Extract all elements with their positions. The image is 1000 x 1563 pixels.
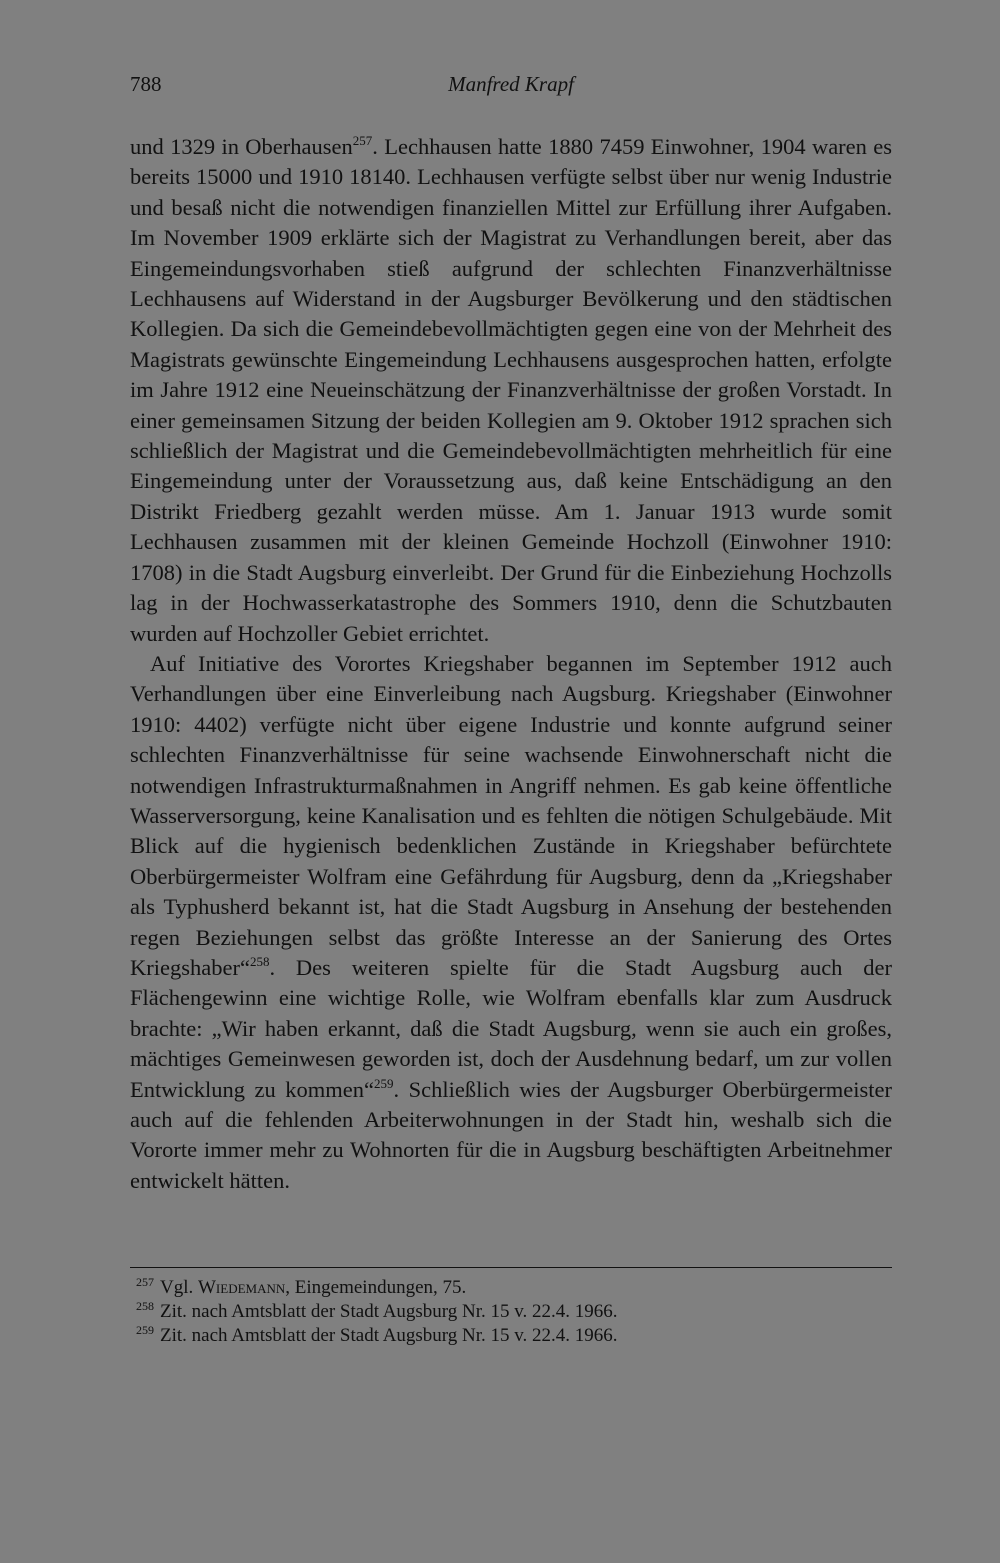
footnote-text: , Eingemeindungen, 75. [285, 1277, 467, 1298]
footnote-259 [136, 1324, 876, 1348]
paragraph-text: . Schließlich wies der Augsburger Oberbürgermeister auch auf die fehlenden Arbeiterwohnungen in der Stadt hin, weshalb sich die Vororte immer mehr zu Wohnorten für die in Augsburg beschäftigten Arbeitnehmer entwickelt hätten. [130, 1076, 892, 1193]
footnote-258 [136, 1300, 876, 1324]
paragraph-text: . Lechhausen hatte 1880 7459 Einwohner, 1904 waren es bereits 15000 und 1910 18140. Lechhausen verfügte selbst über nur wenig Industrie und besaß nicht die notwendigen finanziellen Mittel zur Erfüllung ihrer Aufgaben. Im November 1909 erklärte sich der Magistrat zu Verhandlungen bereit, aber das Eingemeindungsvorhaben stieß aufgrund der schlechten Finanzverhältnisse Lechhausens auf Widerstand in der Augsburger Bevölkerung und den städtischen Kollegien. Da sich die Gemeindebevollmächtigten gegen eine von der Mehrheit des Magistrats gewünschte Eingemeindung Lechhausens ausgesprochen hatten, erfolgte im Jahre 1912 eine Neueinschätzung der Finanzverhältnisse der großen Vorstadt. In einer gemeinsamen Sitzung der beiden Kollegien am 9. Oktober 1912 sprachen sich schließlich der Magistrat und die Gemeindebevollmächtigten mehrheitlich für eine Eingemeindung unter der Voraussetzung aus, daß keine Entschädigung an den Distrikt Friedberg gezahlt werden müsse. Am 1. Januar 1913 wurde somit Lechhausen zusammen mit der kleinen Gemeinde Hochzoll (Einwohner 1910: 1708) in die Stadt Augsburg einverleibt. Der Grund für die Einbeziehung Hochzolls lag in der Hochwasserkatastrophe des Sommers 1910, denn die Schutzbauten wurden auf Hochzoller Gebiet errichtet. [130, 134, 893, 646]
paragraph-text: Auf Initiative des Vorortes Kriegshaber begannen im September 1912 auch Verhandlungen über eine Einverleibung nach Augsburg. Kriegshaber (Einwohner 1910: 4402) verfügte nicht über eigene Industrie und konnte aufgrund seiner schlechten Finanzverhältnisse für seine wachsende Einwohnerschaft nicht die notwendigen Infrastrukturmaßnahmen in Angriff nehmen. Es gab keine öffentliche Wasserversorgung, keine Kanalisation und es fehlten die nötigen Schulgebäude. Mit Blick auf die hygienisch bedenklichen Zustände in Kriegshaber befürchtete Oberbürgermeister Wolfram eine Gefährdung für Augsburg, denn da „Kriegshaber als Typhusherd bekannt ist, hat die Stadt Augsburg in Ansehung der bestehenden regen Beziehungen selbst das größte Interesse an der Sanierung des Ortes Kriegshaber“ [130, 650, 892, 980]
footnote-reference: 257 [352, 133, 373, 148]
paragraph-text: und 1329 in Oberhausen [130, 134, 353, 159]
footnote-author: Wiedemann [198, 1277, 286, 1298]
paragraph-1 [130, 132, 892, 649]
footnote-number: 259 [136, 1323, 154, 1337]
footnote-257 [136, 1276, 876, 1300]
paragraph-text: . Des weiteren spielte für die Stadt Augsburg auch der Flächengewinn eine wichtige Rolle, wie Wolfram ebenfalls klar zum Ausdruck brachte: „Wir haben erkannt, daß die Stadt Augsburg, wenn sie auch ein großes, mächtiges Gemeinwesen geworden ist, doch der Ausdehnung bedarf, um zur vollen Entwicklung zu kommen“ [130, 954, 892, 1102]
footnote-text: Vgl. [160, 1277, 198, 1298]
body-text [130, 132, 892, 1196]
footnote-text: Zit. nach Amtsblatt der Stadt Augsburg Nr. 15 v. 22.4. 1966. [160, 1325, 618, 1346]
footnote-number: 257 [136, 1275, 154, 1289]
footnote-reference: 259 [373, 1075, 394, 1091]
footnote-text: Zit. nach Amtsblatt der Stadt Augsburg Nr. 15 v. 22.4. 1966. [160, 1301, 618, 1322]
footnote-number: 258 [136, 1299, 154, 1313]
paragraph-2 [130, 649, 892, 1196]
page-header [130, 72, 892, 108]
footnotes [136, 1276, 876, 1348]
page-number: 788 [130, 72, 162, 96]
running-head: Manfred Krapf [448, 72, 574, 96]
footnote-divider [130, 1267, 892, 1268]
footnote-reference: 258 [249, 953, 270, 969]
